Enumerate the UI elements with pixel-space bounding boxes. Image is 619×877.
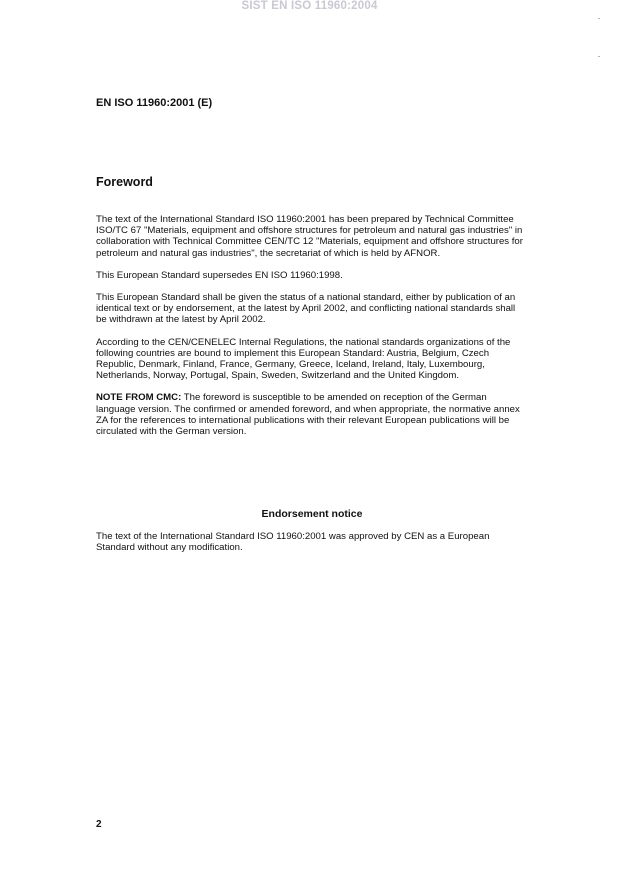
document-id: EN ISO 11960:2001 (E) [96, 97, 213, 109]
cmc-note [96, 392, 528, 437]
endorsement-body [96, 531, 528, 553]
foreword-paragraph: According to the CEN/CENELEC Internal Regulations, the national standards organizations of the following countries are bound to implement this European Standard: Austria, Belgium, Czech Republic, Denmark, Finland, France, Germany, Greece, Iceland, Ireland, Italy, Luxembourg, Netherlands, Norway, Portugal, Spain, Sweden, Switzerland and the United Kingdom. [96, 336, 511, 382]
endorsement-paragraph: The text of the International Standard ISO 11960:2001 was approved by CEN as a European Standard without any modification. [96, 531, 490, 554]
foreword-paragraph: The text of the International Standard ISO 11960:2001 has been prepared by Technical Committee ISO/TC 67 "Materials, equipment and offshore structures for petroleum and natural gas industries" in collaboration with Technical Committee CEN/TC 12 "Materials, equipment and offshore structures for petroleum and natural gas industries", the secretariat of which is held by AFNOR. [96, 214, 523, 259]
scan-speck [598, 18, 600, 19]
endorsement-heading: Endorsement notice [261, 508, 363, 520]
foreword-heading: Foreword [96, 175, 153, 189]
scan-speck [598, 56, 600, 57]
foreword-paragraph: This European Standard shall be given the status of a national standard, either by publication of an identical text or by endorsement, at the latest by April 2002, and conflicting national standards shall be withdrawn at the latest by April 2002. [96, 292, 516, 326]
watermark: SIST EN ISO 11960:2004 [241, 0, 378, 12]
foreword-body [96, 214, 528, 448]
cmc-note-label: NOTE FROM CMC: [96, 392, 182, 404]
foreword-paragraph: This European Standard supersedes EN ISO 11960:1998. [96, 269, 343, 281]
cmc-note-text: The foreword is susceptible to be amended on reception of the German language version. The confirmed or amended foreword, and when appropriate, the normative annex ZA for the references to international publications with their relevant European publications will be circulated with the German version. [96, 392, 520, 438]
page-number: 2 [96, 819, 102, 830]
